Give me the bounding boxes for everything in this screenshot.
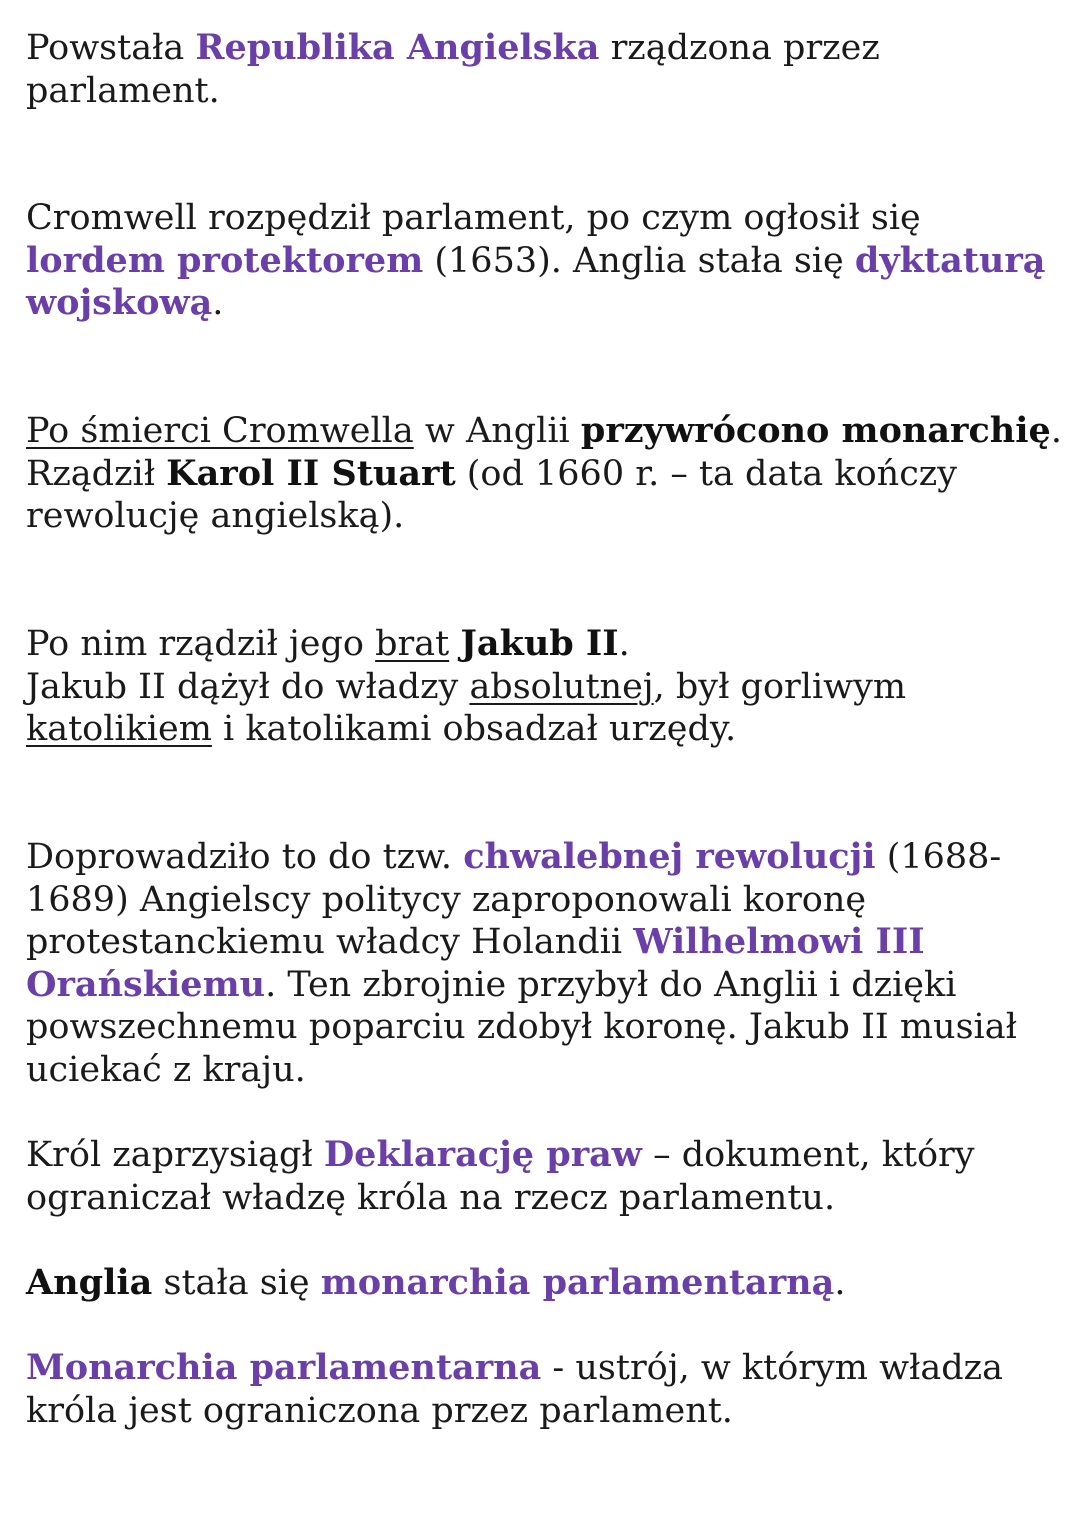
paragraph-restoration (26, 410, 1066, 538)
text: (1653). Anglia stała się (423, 240, 855, 281)
paragraph-definition (26, 1347, 1066, 1432)
text (449, 624, 460, 664)
text: Jakub II dążył do władzy (26, 666, 470, 707)
term-glorious-revolution: chwalebnej rewolucji (463, 836, 876, 877)
text: w Anglii (413, 411, 581, 451)
text: Powstała (26, 28, 196, 68)
term-william-iii-of-orange: Wilhelmowi III Orańskiemu (26, 921, 925, 1005)
paragraph-james-ii (26, 623, 1066, 751)
underlined-brother: brat (375, 624, 450, 664)
bold-monarchy-restored: przywrócono monarchię (580, 410, 1051, 451)
term-english-republic: Republika Angielska (195, 27, 600, 68)
term-lord-protector: lordem protektorem (26, 239, 424, 281)
bold-james-ii: Jakub II (460, 623, 619, 664)
paragraph-glorious-revolution (26, 836, 1066, 1091)
text: , był gorliwym (653, 666, 907, 707)
text: . (618, 624, 630, 664)
underlined-catholic: katolikiem (26, 709, 212, 749)
text: – dokument, który ograniczał władzę króla na rzecz parlamentu. (26, 1135, 975, 1218)
text: - ustrój, w którym władza króla jest ograniczona przez parlament. (26, 1348, 1003, 1431)
text: . Ten zbrojnie przybył do Anglii i dzięki powszechnemu poparciu zdobył koronę. Jakub II musiał uciekać z kraju. (26, 964, 1017, 1090)
text: (od 1660 r. – ta data kończy rewolucję angielską). (26, 453, 958, 536)
paragraph-cromwell-protectorate (26, 197, 1066, 325)
text: stała się (152, 1263, 321, 1303)
text: Doprowadziło to do tzw. (26, 837, 464, 877)
text: Po nim rządził jego (26, 624, 376, 664)
underlined-absolute: absolutnej (469, 666, 654, 707)
term-military-dictatorship: dyktaturą wojskową (26, 239, 1046, 323)
text: rządzona przez parlament. (26, 28, 880, 111)
bold-england: Anglia (26, 1262, 153, 1303)
text: . (212, 283, 224, 323)
text: Cromwell rozpędził parlament, po czym ogłosił się (26, 198, 921, 238)
term-parliamentary-monarchy-definition: Monarchia parlamentarna (26, 1347, 542, 1388)
bold-charles-ii-stuart: Karol II Stuart (166, 452, 456, 494)
term-bill-of-rights: Deklarację praw (323, 1134, 642, 1175)
paragraph-bill-of-rights (26, 1134, 1066, 1219)
text: . Rządził (26, 411, 1062, 494)
underlined-death-of-cromwell: Po śmierci Cromwella (26, 411, 414, 451)
paragraph-english-republic (26, 27, 1066, 112)
text: (1688-1689) Angielscy politycy zaproponowali koronę protestanckiemu władcy Holandii (26, 837, 1002, 962)
text: Król zaprzysiągł (26, 1135, 324, 1175)
term-parliamentary-monarchy: monarchia parlamentarną (320, 1262, 835, 1303)
paragraph-parliamentary-monarchy (26, 1262, 1066, 1305)
text: . (834, 1263, 846, 1303)
text: i katolikami obsadzał urzędy. (211, 709, 737, 749)
